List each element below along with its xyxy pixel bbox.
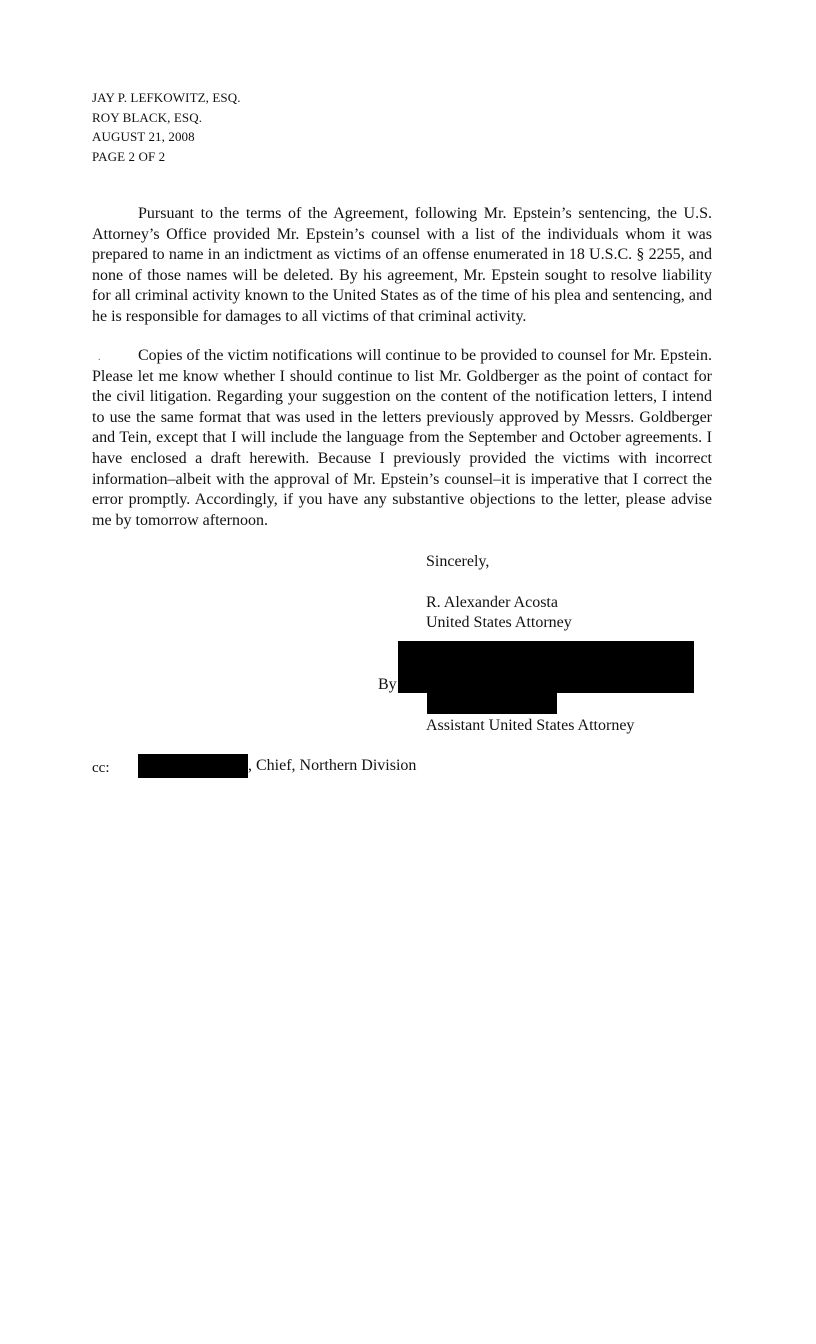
by-label: By	[378, 676, 397, 693]
closing-salutation: Sincerely,	[426, 553, 490, 570]
letter-header	[92, 88, 241, 166]
cc-label: cc:	[92, 760, 110, 776]
recipient-line-2: ROY BLACK, ESQ.	[92, 109, 203, 125]
cc-recipient-title: , Chief, Northern Division	[248, 757, 417, 774]
stray-mark: .	[98, 352, 101, 363]
page-number-line: PAGE 2 OF 2	[92, 148, 166, 164]
signer-title: United States Attorney	[426, 614, 572, 631]
date-line: AUGUST 21, 2008	[92, 129, 195, 144]
redaction-block-cc-name	[138, 754, 248, 778]
body-paragraph-1: Pursuant to the terms of the Agreement, following Mr. Epstein’s sentencing, the U.S. Attorney’s Office provided Mr. Epstein’s counsel with a list of the individuals whom it was prepared to name in an indictment as victims of an offense enumerated in 18 U.S.C. § 2255, and none of those names will be deleted. By his agreement, Mr. Epstein sought to resolve liability for all criminal activity known to the United States as of the time of his plea and sentencing, and he is responsible for damages to all victims of that criminal activity.	[92, 205, 712, 325]
assistant-attorney-title: Assistant United States Attorney	[426, 717, 635, 734]
redaction-block-signature	[398, 641, 694, 693]
redaction-block-signature-name	[427, 690, 557, 714]
body-paragraph-2: Copies of the victim notifications will continue to be provided to counsel for Mr. Epstein. Please let me know whether I should continue to list Mr. Goldberger as the point of contact for the civil litigation. Regarding your suggestion on the content of the notification letters, I intend to use the same format that was used in the letters previously approved by Messrs. Goldberger and Tein, except that I will include the language from the September and October agreements. I have enclosed a draft herewith. Because I previously provided the victims with incorrect information–albeit with the approval of Mr. Epstein’s counsel–it is imperative that I correct the error promptly. Accordingly, if you have any substantive objections to the letter, please advise me by tomorrow afternoon.	[92, 347, 712, 529]
signer-name: R. Alexander Acosta	[426, 594, 558, 611]
recipient-line-1: JAY P. LEFKOWITZ, ESQ.	[92, 90, 241, 105]
